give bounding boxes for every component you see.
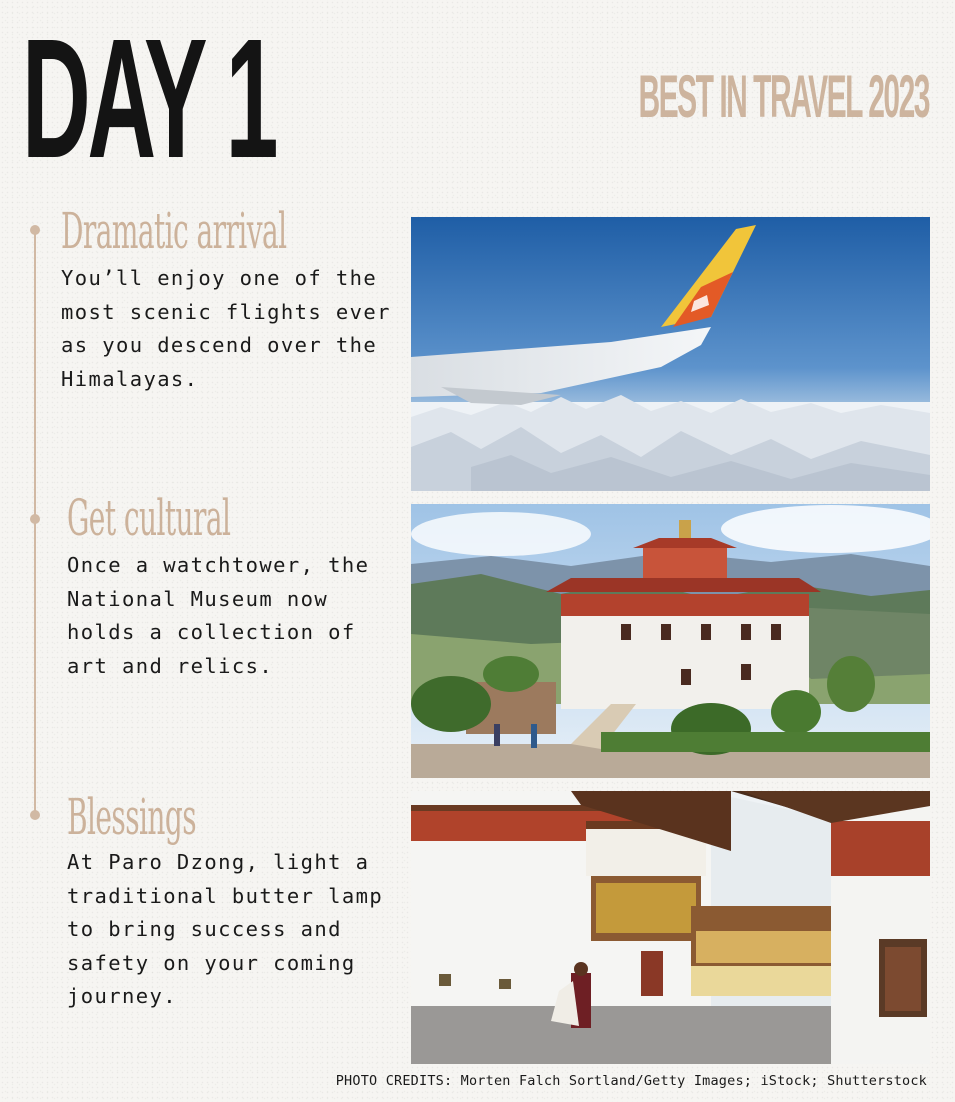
section-text-blessings: At Paro Dzong, light a traditional butter lamp to bring success and safety on your coming journey. <box>67 850 384 1008</box>
timeline-dot-2 <box>30 514 40 524</box>
photo-airplane-wing <box>411 217 930 491</box>
brand-title: BEST IN TRAVEL 2023 <box>638 63 929 130</box>
section-heading-dramatic-arrival: Dramatic arrival <box>61 202 287 260</box>
section-text-dramatic-arrival: You’ll enjoy one of the most scenic flights ever as you descend over the Himalayas. <box>61 266 391 391</box>
section-heading-blessings: Blessings <box>67 788 197 846</box>
timeline-dot-3 <box>30 810 40 820</box>
photo-national-museum <box>411 504 930 778</box>
page-title: DAY 1 <box>22 4 276 194</box>
photo-paro-dzong <box>411 791 930 1064</box>
timeline-dot-1 <box>30 225 40 235</box>
section-heading-get-cultural: Get cultural <box>67 489 231 547</box>
section-text-get-cultural: Once a watchtower, the National Museum now holds a collection of art and relics. <box>67 553 370 678</box>
photo-credits: PHOTO CREDITS: Morten Falch Sortland/Getty Images; iStock; Shutterstock <box>335 1073 927 1089</box>
